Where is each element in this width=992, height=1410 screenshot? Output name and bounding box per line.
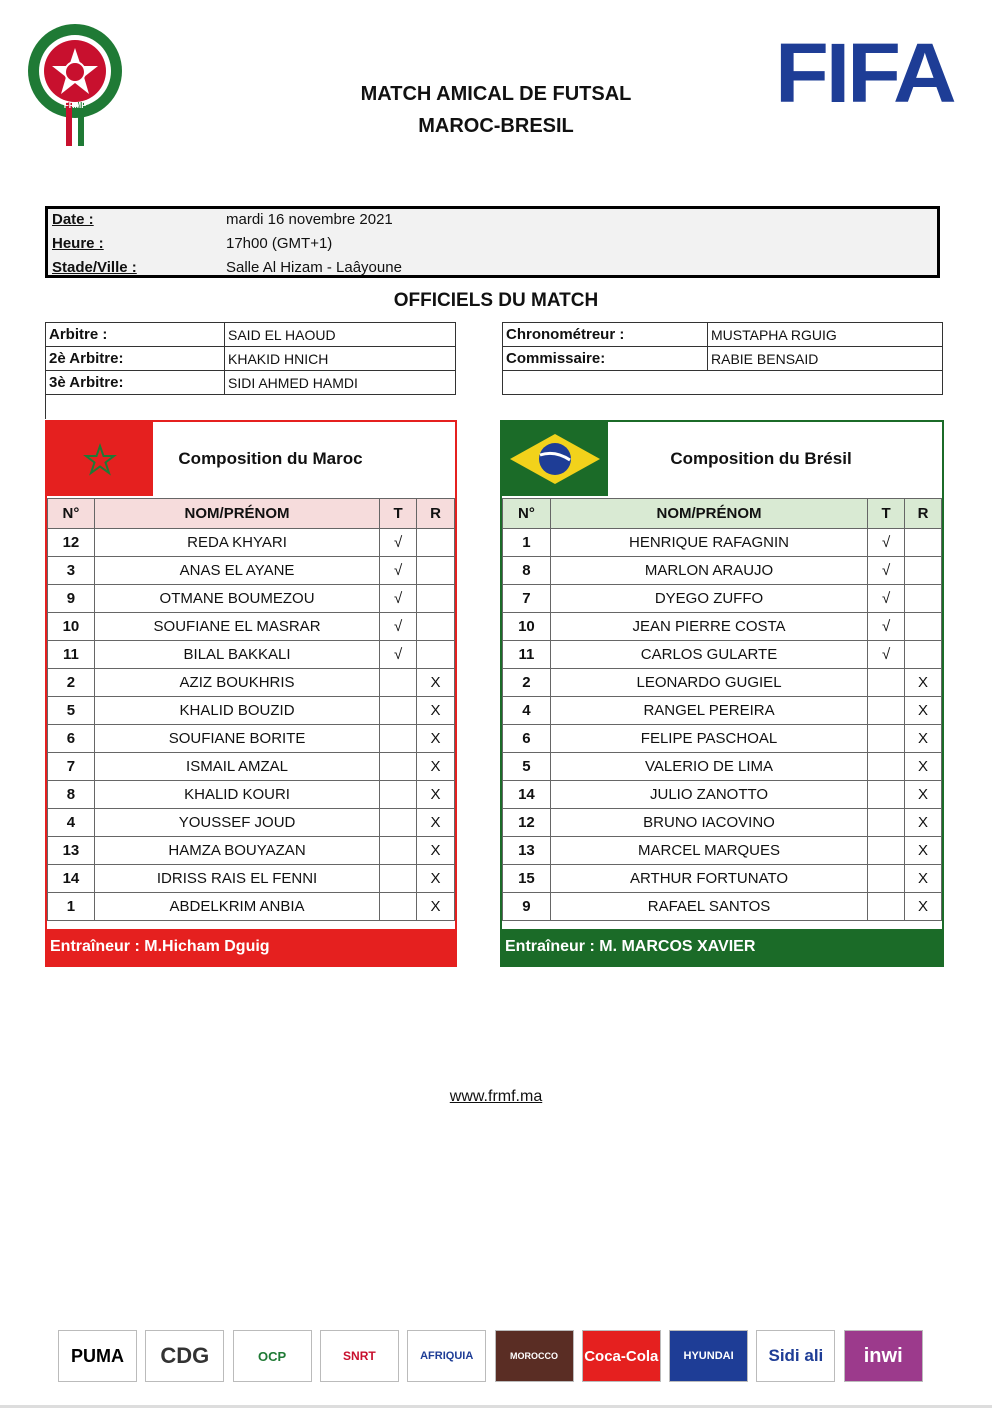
sub-mark: X: [905, 781, 942, 809]
match-title: MATCH AMICAL DE FUTSAL: [360, 83, 632, 105]
table-row: [48, 725, 455, 753]
table-row: [503, 641, 942, 669]
table-row: [48, 809, 455, 837]
player-number: 13: [48, 837, 95, 865]
sponsor-logo: MOROCCO: [495, 1330, 574, 1382]
player-name: MARCEL MARQUES: [550, 837, 867, 865]
player-name: CARLOS GULARTE: [550, 641, 867, 669]
player-name: ISMAIL AMZAL: [94, 753, 379, 781]
divider: [45, 395, 46, 419]
morocco-flag-icon: [47, 422, 153, 496]
col-starter-header: T: [380, 499, 417, 529]
starter-mark: [868, 669, 905, 697]
sponsor-logo: SNRT: [320, 1330, 399, 1382]
table-row: [503, 669, 942, 697]
table-row: [48, 697, 455, 725]
player-number: 10: [503, 613, 551, 641]
sub-mark: [905, 641, 942, 669]
sub-mark: X: [905, 753, 942, 781]
col-number-header: N°: [48, 499, 95, 529]
sub-mark: [905, 557, 942, 585]
player-name: RANGEL PEREIRA: [550, 697, 867, 725]
website-link[interactable]: www.frmf.ma: [449, 1088, 543, 1105]
player-name: KHALID BOUZID: [94, 697, 379, 725]
third-referee-value: SIDI AHMED HAMDI: [225, 371, 456, 395]
player-number: 12: [503, 809, 551, 837]
player-name: LEONARDO GUGIEL: [550, 669, 867, 697]
starter-mark: √: [868, 613, 905, 641]
venue-row: [52, 259, 137, 276]
table-row: [48, 865, 455, 893]
player-number: 11: [503, 641, 551, 669]
sponsor-logo: PUMA: [58, 1330, 137, 1382]
player-name: RAFAEL SANTOS: [550, 893, 867, 921]
player-number: 1: [48, 893, 95, 921]
player-number: 13: [503, 837, 551, 865]
player-number: 2: [503, 669, 551, 697]
table-row: [503, 893, 942, 921]
sponsor-logo: HYUNDAI: [669, 1330, 748, 1382]
player-name: ABDELKRIM ANBIA: [94, 893, 379, 921]
player-name: MARLON ARAUJO: [550, 557, 867, 585]
sub-mark: [417, 529, 455, 557]
fifa-logo-text: FIFA: [775, 26, 954, 120]
player-name: SOUFIANE BORITE: [94, 725, 379, 753]
table-row: [48, 641, 455, 669]
starter-mark: √: [868, 557, 905, 585]
starter-mark: [380, 837, 417, 865]
table-row: [503, 809, 942, 837]
sub-mark: X: [905, 697, 942, 725]
table-row: [503, 837, 942, 865]
player-number: 5: [48, 697, 95, 725]
brazil-team-header: [502, 422, 942, 496]
col-sub-header: R: [417, 499, 455, 529]
player-number: 4: [48, 809, 95, 837]
sub-mark: X: [905, 725, 942, 753]
player-name: VALERIO DE LIMA: [550, 753, 867, 781]
starter-mark: [380, 753, 417, 781]
morocco-team-panel: [45, 420, 457, 967]
sponsor-logo: AFRIQUIA: [407, 1330, 486, 1382]
player-number: 1: [503, 529, 551, 557]
starter-mark: √: [868, 641, 905, 669]
starter-mark: [868, 753, 905, 781]
table-row: [48, 585, 455, 613]
starter-mark: √: [380, 585, 417, 613]
player-number: 7: [48, 753, 95, 781]
brazil-roster-table: [502, 498, 942, 921]
starter-mark: [380, 697, 417, 725]
table-row: [48, 753, 455, 781]
player-number: 14: [48, 865, 95, 893]
table-row: [503, 781, 942, 809]
starter-mark: [380, 893, 417, 921]
sponsor-logo: inwi: [844, 1330, 923, 1382]
player-number: 15: [503, 865, 551, 893]
starter-mark: [380, 865, 417, 893]
player-name: KHALID KOURI: [94, 781, 379, 809]
morocco-roster-table: [47, 498, 455, 921]
starter-mark: √: [868, 529, 905, 557]
officials-right: [502, 322, 943, 395]
starter-mark: [868, 697, 905, 725]
player-number: 2: [48, 669, 95, 697]
sub-mark: X: [905, 809, 942, 837]
sub-mark: [417, 641, 455, 669]
sponsor-logo: OCP: [233, 1330, 312, 1382]
table-row: [503, 865, 942, 893]
official-row: [46, 371, 456, 395]
player-number: 12: [48, 529, 95, 557]
player-number: 14: [503, 781, 551, 809]
table-row: [503, 697, 942, 725]
player-name: IDRISS RAIS EL FENNI: [94, 865, 379, 893]
player-name: JEAN PIERRE COSTA: [550, 613, 867, 641]
brazil-flag-icon: [502, 422, 608, 496]
player-name: ARTHUR FORTUNATO: [550, 865, 867, 893]
morocco-coach: Entraîneur : M.Hicham Dguig: [47, 929, 455, 965]
bottom-divider: [0, 1405, 992, 1408]
sub-mark: X: [417, 837, 455, 865]
player-name: ANAS EL AYANE: [94, 557, 379, 585]
match-info-box: [45, 206, 940, 278]
table-header-row: [48, 499, 455, 529]
table-row: [503, 557, 942, 585]
player-number: 8: [503, 557, 551, 585]
sub-mark: X: [417, 725, 455, 753]
starter-mark: √: [868, 585, 905, 613]
table-row: [48, 557, 455, 585]
commissioner-label: Commissaire:: [503, 347, 708, 371]
brazil-team-panel: [500, 420, 944, 967]
officials-left: [45, 322, 456, 419]
player-number: 5: [503, 753, 551, 781]
timekeeper-label: Chronométreur :: [503, 323, 708, 347]
starter-mark: √: [380, 557, 417, 585]
starter-mark: [380, 725, 417, 753]
timekeeper-value: MUSTAPHA RGUIG: [708, 323, 943, 347]
starter-mark: [380, 669, 417, 697]
sub-mark: [905, 585, 942, 613]
player-name: DYEGO ZUFFO: [550, 585, 867, 613]
col-starter-header: T: [868, 499, 905, 529]
player-number: 9: [48, 585, 95, 613]
official-row: [46, 323, 456, 347]
table-row: [48, 529, 455, 557]
player-name: BRUNO IACOVINO: [550, 809, 867, 837]
sub-mark: X: [417, 697, 455, 725]
official-row: [503, 347, 943, 371]
table-row: [48, 837, 455, 865]
starter-mark: [380, 781, 417, 809]
sub-mark: [417, 557, 455, 585]
brazil-team-title: Composition du Brésil: [670, 449, 852, 468]
official-row: [503, 323, 943, 347]
player-name: OTMANE BOUMEZOU: [94, 585, 379, 613]
sub-mark: X: [417, 893, 455, 921]
starter-mark: [868, 781, 905, 809]
sub-mark: X: [905, 669, 942, 697]
svg-text:FRMF: FRMF: [63, 101, 87, 110]
player-name: HENRIQUE RAFAGNIN: [550, 529, 867, 557]
sub-mark: X: [905, 865, 942, 893]
match-subtitle: MAROC-BRESIL: [418, 115, 574, 137]
table-row: [503, 585, 942, 613]
second-referee-label: 2è Arbitre:: [46, 347, 225, 371]
third-referee-label: 3è Arbitre:: [46, 371, 225, 395]
sub-mark: [905, 529, 942, 557]
starter-mark: √: [380, 641, 417, 669]
col-number-header: N°: [503, 499, 551, 529]
date-row: [52, 211, 94, 228]
starter-mark: [868, 893, 905, 921]
col-name-header: NOM/PRÉNOM: [550, 499, 867, 529]
col-name-header: NOM/PRÉNOM: [94, 499, 379, 529]
player-name: SOUFIANE EL MASRAR: [94, 613, 379, 641]
venue-value: Salle Al Hizam - Laâyoune: [226, 259, 402, 276]
officials-title: OFFICIELS DU MATCH: [393, 290, 599, 311]
player-number: 3: [48, 557, 95, 585]
sub-mark: [417, 613, 455, 641]
table-row: [48, 781, 455, 809]
morocco-team-header: [47, 422, 455, 496]
starter-mark: √: [380, 529, 417, 557]
second-referee-value: KHAKID HNICH: [225, 347, 456, 371]
sponsor-logo: Coca-Cola: [582, 1330, 661, 1382]
time-row: [52, 235, 104, 252]
sub-mark: [905, 613, 942, 641]
sub-mark: X: [417, 781, 455, 809]
player-name: BILAL BAKKALI: [94, 641, 379, 669]
starter-mark: [380, 809, 417, 837]
player-name: YOUSSEF JOUD: [94, 809, 379, 837]
table-row: [48, 893, 455, 921]
player-number: 6: [48, 725, 95, 753]
player-name: HAMZA BOUYAZAN: [94, 837, 379, 865]
starter-mark: [868, 865, 905, 893]
sub-mark: X: [905, 837, 942, 865]
referee-label: Arbitre :: [46, 323, 225, 347]
player-number: 7: [503, 585, 551, 613]
table-row: [503, 753, 942, 781]
player-number: 9: [503, 893, 551, 921]
sub-mark: X: [417, 669, 455, 697]
starter-mark: [868, 837, 905, 865]
starter-mark: [868, 809, 905, 837]
table-row: [503, 529, 942, 557]
table-row: [503, 613, 942, 641]
table-row: [503, 725, 942, 753]
sub-mark: X: [417, 753, 455, 781]
table-row: [48, 669, 455, 697]
starter-mark: [868, 725, 905, 753]
referee-value: SAID EL HAOUD: [225, 323, 456, 347]
sub-mark: X: [417, 865, 455, 893]
official-row: [46, 347, 456, 371]
col-sub-header: R: [905, 499, 942, 529]
player-name: FELIPE PASCHOAL: [550, 725, 867, 753]
commissioner-value: RABIE BENSAID: [708, 347, 943, 371]
sponsor-logo: CDG: [145, 1330, 224, 1382]
player-number: 10: [48, 613, 95, 641]
player-number: 4: [503, 697, 551, 725]
empty-cell: [503, 371, 943, 395]
player-name: JULIO ZANOTTO: [550, 781, 867, 809]
frmf-logo: [26, 22, 124, 148]
venue-label: Stade/Ville :: [52, 259, 137, 276]
date-value: mardi 16 novembre 2021: [226, 211, 393, 228]
sponsor-logo: Sidi ali: [756, 1330, 835, 1382]
morocco-team-title: Composition du Maroc: [178, 449, 363, 468]
date-label: Date :: [52, 211, 94, 228]
player-name: REDA KHYARI: [94, 529, 379, 557]
sub-mark: X: [417, 809, 455, 837]
brazil-coach: Entraîneur : M. MARCOS XAVIER: [502, 929, 942, 965]
player-number: 8: [48, 781, 95, 809]
official-row: [503, 371, 943, 395]
starter-mark: √: [380, 613, 417, 641]
time-value: 17h00 (GMT+1): [226, 235, 333, 252]
player-number: 11: [48, 641, 95, 669]
fifa-logo: [775, 26, 967, 120]
table-header-row: [503, 499, 942, 529]
player-name: AZIZ BOUKHRIS: [94, 669, 379, 697]
sub-mark: X: [905, 893, 942, 921]
table-row: [48, 613, 455, 641]
sub-mark: [417, 585, 455, 613]
time-label: Heure :: [52, 235, 104, 252]
player-number: 6: [503, 725, 551, 753]
